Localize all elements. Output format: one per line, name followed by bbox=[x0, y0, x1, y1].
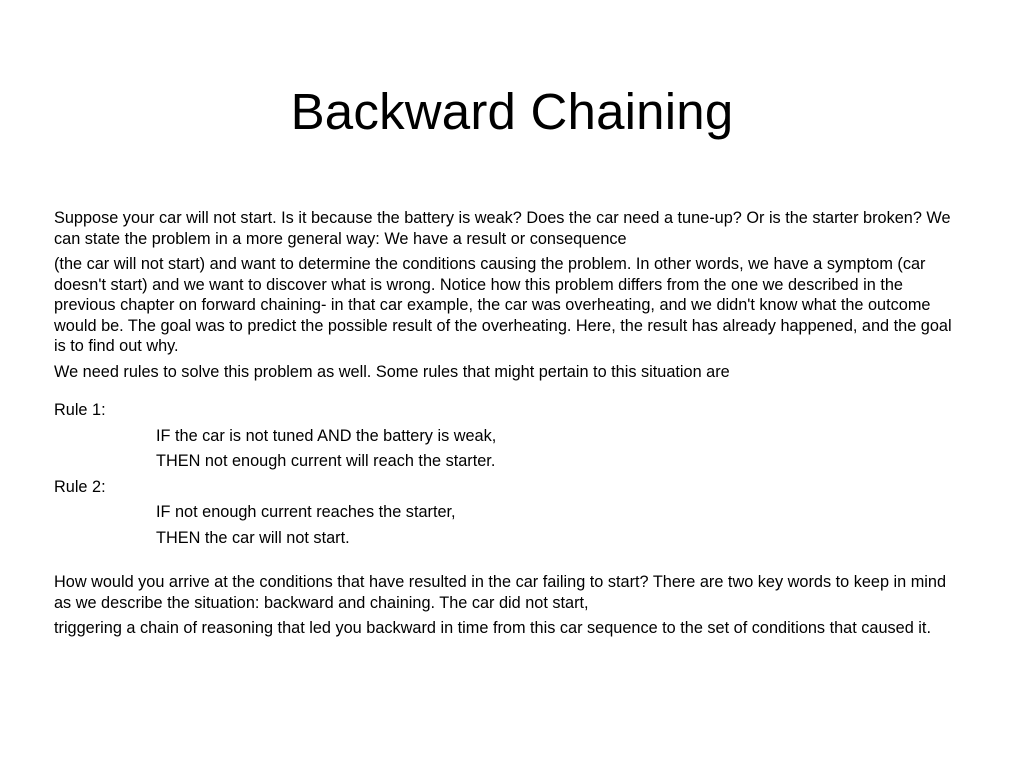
rule-2-if: IF not enough current reaches the starter, bbox=[156, 503, 456, 521]
rule-2-label: Rule 2: bbox=[54, 477, 106, 496]
rule-1-label: Rule 1: bbox=[54, 401, 106, 419]
paragraph-question: How would you arrive at the conditions that have resulted in the car failing to start? There are two key words to keep in mind as we describe the situation: backward and chaining. The car did not start, bbox=[54, 573, 947, 612]
slide-body bbox=[54, 208, 964, 639]
rule-1 bbox=[54, 400, 964, 472]
paragraph-conclusion: triggering a chain of reasoning that led you backward in time from this car sequence to the set of conditions that caused it. bbox=[54, 619, 931, 637]
rule-2-then: THEN the car will not start. bbox=[156, 528, 350, 547]
paragraph-intro: Suppose your car will not start. Is it because the battery is weak? Does the car need a tune-up? Or is the starter broken? We can state the problem in a more general way: We have a result or consequence bbox=[54, 209, 951, 248]
rule-2 bbox=[54, 477, 964, 549]
slide-title: Backward Chaining bbox=[290, 83, 734, 140]
paragraph-symptom: (the car will not start) and want to determine the conditions causing the problem. In other words, we have a symptom (car doesn't start) and we want to discover what is wrong. Notice how this problem differs from the one we described in the previous chapter on forward chaining- in that car example, the car was overheating, and we didn't know what the outcome would be. The goal was to predict the possible result of the overheating. Here, the result has already happened, and the goal is to find out why. bbox=[54, 255, 952, 355]
rule-list bbox=[54, 400, 964, 548]
rule-1-if: IF the car is not tuned AND the battery is weak, bbox=[156, 426, 497, 445]
rule-1-then: THEN not enough current will reach the starter. bbox=[156, 452, 496, 470]
paragraph-rules-intro: We need rules to solve this problem as well. Some rules that might pertain to this situation are bbox=[54, 362, 730, 381]
